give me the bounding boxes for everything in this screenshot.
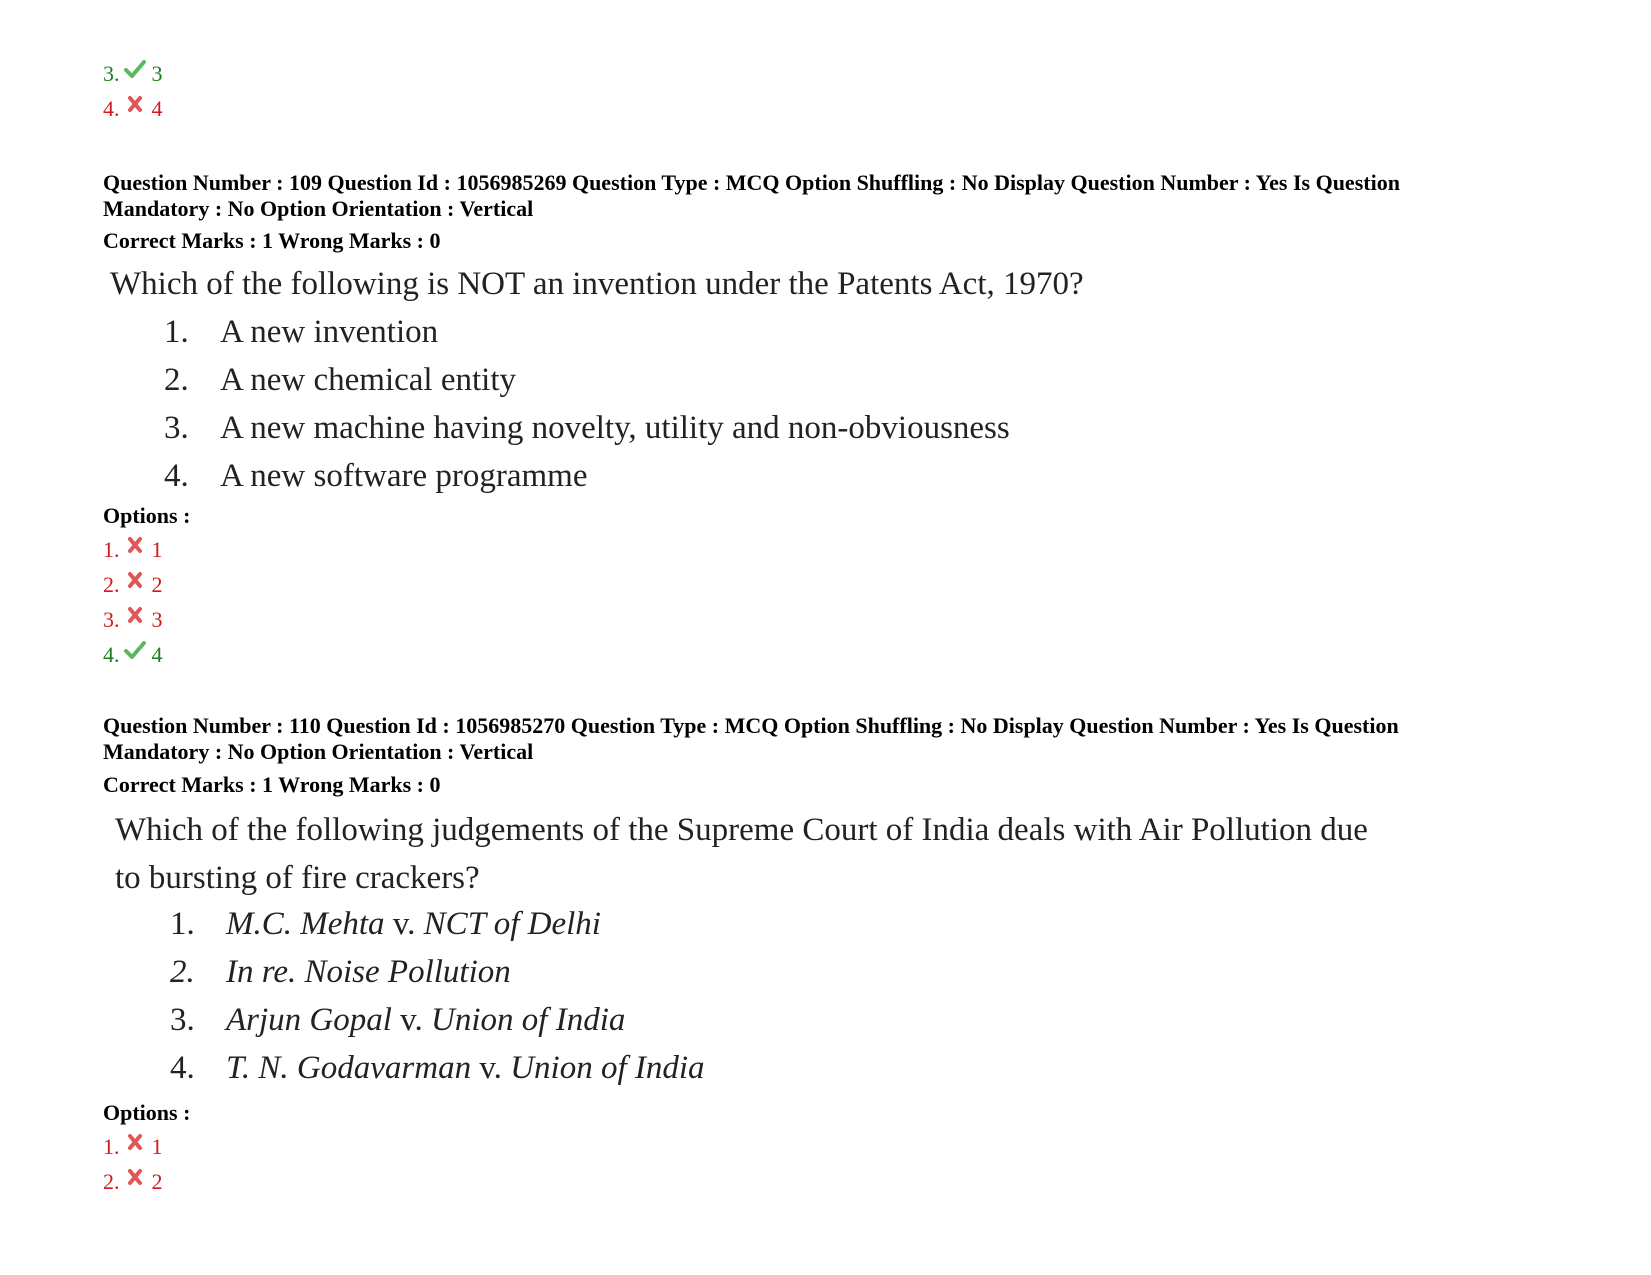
- question-meta: [103, 170, 1523, 222]
- option-row: [103, 1168, 163, 1195]
- option-value: 4: [151, 96, 163, 121]
- question-item-number: 3.: [170, 1002, 195, 1038]
- case-party: Arjun Gopal: [226, 1002, 392, 1038]
- case-party: Union of India: [510, 1050, 705, 1086]
- option-value: 3: [151, 607, 163, 632]
- question-item: [170, 1048, 705, 1088]
- cross-icon: [124, 571, 146, 589]
- option-value: 1: [151, 537, 163, 562]
- option-row: [103, 60, 163, 87]
- option-value: 2: [151, 1169, 163, 1194]
- option-value: 2: [151, 572, 163, 597]
- question-item-number: 1.: [164, 314, 189, 350]
- question-item-text: A new software programme: [220, 458, 588, 494]
- question-item-number: 1.: [170, 906, 195, 942]
- cross-icon: [124, 1133, 146, 1151]
- cross-icon: [124, 1168, 146, 1186]
- question-item-number: 3.: [164, 410, 189, 446]
- cross-icon: [124, 536, 146, 554]
- question-text: Which of the following is NOT an invention under the Patents Act, 1970?: [110, 266, 1084, 302]
- question-item-number: 2.: [170, 954, 195, 990]
- option-number: 3.: [103, 61, 120, 86]
- question-meta-line: Question Number : 109 Question Id : 1056985269 Question Type : MCQ Option Shuffling : No Display Question Number : Yes Is Question: [103, 170, 1400, 195]
- question-item-text: A new machine having novelty, utility and non-obviousness: [220, 410, 1010, 446]
- question-item-number: 4.: [170, 1050, 195, 1086]
- option-row: [103, 536, 163, 563]
- question-item-number: 2.: [164, 362, 189, 398]
- options-label: Options :: [103, 503, 191, 528]
- question-item: [170, 904, 601, 944]
- case-party: T. N. Godavarman: [226, 1050, 472, 1086]
- options-label: Options :: [103, 1100, 191, 1125]
- question-meta-line: Mandatory : No Option Orientation : Vertical: [103, 739, 534, 764]
- option-row: [103, 606, 163, 633]
- option-value: 4: [151, 642, 163, 667]
- option-number: 4.: [103, 642, 120, 667]
- option-number: 3.: [103, 607, 120, 632]
- cross-icon: [124, 606, 146, 624]
- case-versus: v.: [471, 1050, 511, 1086]
- option-number: 2.: [103, 1169, 120, 1194]
- option-row: [103, 95, 163, 122]
- case-versus: v.: [384, 906, 424, 942]
- option-row: [103, 641, 163, 668]
- question-item-text: A new chemical entity: [220, 362, 516, 398]
- case-party: Union of India: [431, 1002, 626, 1038]
- case-party: M.C. Mehta: [226, 906, 385, 942]
- case-party: NCT of Delhi: [423, 906, 601, 942]
- question-meta-line: Question Number : 110 Question Id : 1056985270 Question Type : MCQ Option Shuffling : No Display Question Number : Yes Is Question: [103, 713, 1399, 738]
- option-number: 2.: [103, 572, 120, 597]
- question-item: [164, 456, 587, 496]
- question-text-line: Which of the following judgements of the Supreme Court of India deals with Air Pollution due: [115, 812, 1368, 848]
- question-meta: [103, 713, 1523, 765]
- question-item: [170, 1000, 625, 1040]
- question-meta-line: Mandatory : No Option Orientation : Vertical: [103, 196, 534, 221]
- check-icon: [124, 60, 146, 78]
- question-item: [164, 360, 516, 400]
- cross-icon: [124, 95, 146, 113]
- option-value: 1: [151, 1134, 163, 1159]
- option-number: 1.: [103, 537, 120, 562]
- case-party: In re. Noise Pollution: [226, 954, 511, 990]
- question-marks: Correct Marks : 1 Wrong Marks : 0: [103, 772, 441, 797]
- question-text-line: to bursting of fire crackers?: [115, 860, 480, 896]
- option-number: 4.: [103, 96, 120, 121]
- case-versus: v.: [391, 1002, 432, 1038]
- option-row: [103, 1133, 163, 1160]
- question-item: [164, 312, 438, 352]
- question-item-text: A new invention: [220, 314, 439, 350]
- question-item: [170, 952, 511, 992]
- check-icon: [124, 641, 146, 659]
- question-item: [164, 408, 1010, 448]
- option-value: 3: [151, 61, 163, 86]
- option-row: [103, 571, 163, 598]
- question-marks: Correct Marks : 1 Wrong Marks : 0: [103, 228, 441, 253]
- option-number: 1.: [103, 1134, 120, 1159]
- question-item-number: 4.: [164, 458, 189, 494]
